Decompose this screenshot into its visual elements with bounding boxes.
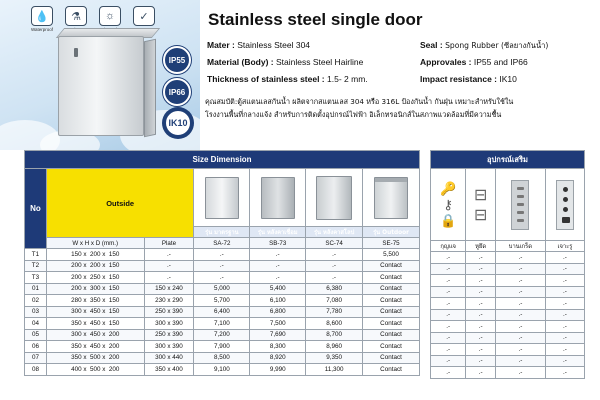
code-sc: SC-74: [306, 238, 363, 249]
plate-header: Plate: [144, 238, 194, 249]
row-price-sb: 7,690: [250, 329, 306, 341]
key-icon: 🔑 ⚷ 🔒: [440, 180, 457, 228]
feature-item: [26, 6, 58, 32]
accessory-cell: .-: [431, 275, 466, 287]
accessory-cell: .-: [431, 309, 466, 321]
row-price-se: 5,500: [363, 249, 420, 261]
row-dimension: 150 x 200 x 150: [46, 249, 144, 261]
accessory-cell: .-: [545, 286, 584, 298]
accessory-row: [431, 286, 585, 298]
accessory-cell: .-: [431, 286, 466, 298]
accessory-cell: .-: [545, 309, 584, 321]
accessory-cell: .-: [466, 367, 496, 379]
accessories-header: อุปกรณ์เสริม: [431, 151, 585, 169]
accessory-cell: .-: [466, 298, 496, 310]
accessory-cell: .-: [495, 332, 545, 344]
row-no: 06: [25, 341, 47, 353]
model-label-sa: รุ่น มาตรฐาน: [194, 227, 250, 238]
feature-label: Waterproof: [30, 27, 54, 32]
table-row: [25, 318, 420, 330]
table-row: [25, 329, 420, 341]
feature-icon: ☼: [99, 6, 121, 26]
row-price-sc: 9,350: [306, 352, 363, 364]
row-price-se: Contact: [363, 295, 420, 307]
row-plate: 350 x 400: [144, 364, 194, 376]
row-price-sb: 8,920: [250, 352, 306, 364]
accessory-row: [431, 321, 585, 333]
product-description: [205, 95, 595, 121]
row-no: T3: [25, 272, 47, 284]
accessory-cell: .-: [495, 367, 545, 379]
accessory-cell: .-: [431, 321, 466, 333]
accessory-row: [431, 252, 585, 264]
row-price-sa: .-: [194, 272, 250, 284]
table-row: [25, 295, 420, 307]
accessory-row: [431, 263, 585, 275]
no-header: No: [25, 169, 47, 249]
accessory-row: [431, 367, 585, 379]
row-no: T1: [25, 249, 47, 261]
accessory-row: [431, 298, 585, 310]
row-price-sa: .-: [194, 249, 250, 261]
row-dimension: 300 x 450 x 150: [46, 306, 144, 318]
table-row: [25, 249, 420, 261]
description-line-1: คุณสมบัติ:ตู้สแตนเลสกันน้ำ ผลิตจากสแตนเลส 304 หรือ 316L ป้องกันน้ำ กันฝุ่น เหมาะสำหรับใช้ใน: [205, 97, 514, 106]
accessory-cell: .-: [495, 344, 545, 356]
table-row: [25, 272, 420, 284]
row-price-sb: .-: [250, 249, 306, 261]
accessory-cell: .-: [495, 286, 545, 298]
row-price-sa: 8,500: [194, 352, 250, 364]
row-price-se: Contact: [363, 306, 420, 318]
row-price-se: Contact: [363, 341, 420, 353]
feature-icon: 💧: [31, 6, 53, 26]
ip66-badge-icon: IP66: [163, 78, 191, 106]
accessory-cell: .-: [545, 332, 584, 344]
row-plate: 300 x 390: [144, 341, 194, 353]
accessory-cell: .-: [545, 298, 584, 310]
accessory-cell: .-: [495, 321, 545, 333]
ik10-badge-icon: IK10: [163, 108, 193, 138]
acc-label-bracket: หูยึด: [466, 241, 496, 252]
accessory-cell: .-: [466, 286, 496, 298]
accessory-cell: .-: [431, 298, 466, 310]
hole-plate-icon: [556, 180, 574, 230]
row-price-sb: 9,990: [250, 364, 306, 376]
accessory-cell: .-: [495, 309, 545, 321]
table-row: [25, 260, 420, 272]
row-price-sc: 8,700: [306, 329, 363, 341]
acc-label-hole: เจาะรู: [545, 241, 584, 252]
accessory-cell: .-: [431, 252, 466, 264]
row-price-sc: 7,780: [306, 306, 363, 318]
row-price-sb: .-: [250, 272, 306, 284]
spec-seal: Seal : Spong Rubber (ซีลยางกันน้ำ): [420, 40, 549, 50]
row-price-sc: 7,080: [306, 295, 363, 307]
feature-icon: ✓: [133, 6, 155, 26]
accessory-cell: .-: [431, 367, 466, 379]
accessory-row: [431, 275, 585, 287]
table-row: [25, 364, 420, 376]
row-plate: 250 x 390: [144, 306, 194, 318]
louver-icon: [511, 180, 529, 230]
row-price-sa: 5,000: [194, 283, 250, 295]
row-dimension: 300 x 450 x 200: [46, 329, 144, 341]
accessory-cell: .-: [466, 332, 496, 344]
row-dimension: 400 x 500 x 200: [46, 364, 144, 376]
row-price-sc: .-: [306, 272, 363, 284]
row-price-sc: 6,380: [306, 283, 363, 295]
row-price-se: Contact: [363, 283, 420, 295]
accessory-cell: .-: [495, 298, 545, 310]
accessories-table: [430, 150, 585, 379]
row-price-se: Contact: [363, 352, 420, 364]
row-no: 01: [25, 283, 47, 295]
row-price-sc: 11,300: [306, 364, 363, 376]
row-price-sb: 5,400: [250, 283, 306, 295]
accessory-cell: .-: [545, 252, 584, 264]
description-line-2: โรงงานพื้นที่กลางแจ้ง สำหรับการติดตั้งอุปกรณ์ไฟฟ้า อิเล็กทรอนิกส์ในสภาพแวดล้อมที่มีความชื้น: [205, 110, 502, 119]
row-price-se: Contact: [363, 364, 420, 376]
table-row: [25, 341, 420, 353]
row-price-sa: 7,100: [194, 318, 250, 330]
model-image-sa: [194, 169, 250, 227]
key-lock-image: [431, 169, 466, 241]
row-plate: 230 x 290: [144, 295, 194, 307]
model-image-sc: [306, 169, 363, 227]
row-price-sa: .-: [194, 260, 250, 272]
lock-icon: [74, 48, 78, 57]
cabinet-side: [144, 39, 156, 138]
accessory-cell: .-: [495, 275, 545, 287]
row-price-sc: .-: [306, 260, 363, 272]
row-no: 04: [25, 318, 47, 330]
accessory-cell: .-: [545, 263, 584, 275]
cabinet-illustration: [58, 36, 144, 136]
accessory-row: [431, 355, 585, 367]
row-plate: .-: [144, 272, 194, 284]
table-row: [25, 352, 420, 364]
row-plate: 300 x 390: [144, 318, 194, 330]
model-label-sc: รุ่น หลังคาสโลป: [306, 227, 363, 238]
accessory-row: [431, 309, 585, 321]
accessory-cell: .-: [466, 309, 496, 321]
accessory-row: [431, 344, 585, 356]
table-row: [25, 283, 420, 295]
bracket-image: [466, 169, 496, 241]
row-price-sb: .-: [250, 260, 306, 272]
table-row: [25, 306, 420, 318]
spec-thickness: Thickness of stainless steel : 1.5- 2 mm.: [207, 74, 368, 84]
row-price-se: Contact: [363, 272, 420, 284]
row-dimension: 280 x 350 x 150: [46, 295, 144, 307]
accessory-cell: .-: [466, 344, 496, 356]
row-price-sa: 9,100: [194, 364, 250, 376]
model-label-se: รุ่น Outdoor: [363, 227, 420, 238]
feature-icon: ⚗: [65, 6, 87, 26]
row-dimension: 200 x 200 x 150: [46, 260, 144, 272]
louver-image: [495, 169, 545, 241]
row-price-sb: 8,300: [250, 341, 306, 353]
row-price-sb: 6,800: [250, 306, 306, 318]
row-price-se: Contact: [363, 329, 420, 341]
row-price-sa: 5,700: [194, 295, 250, 307]
code-sb: SB-73: [250, 238, 306, 249]
size-dimension-table: [24, 150, 420, 376]
model-label-sb: รุ่น หลังคาเชื่อม: [250, 227, 306, 238]
accessory-cell: .-: [495, 355, 545, 367]
row-price-se: Contact: [363, 318, 420, 330]
row-no: 05: [25, 329, 47, 341]
spec-approvals: Approvales : IP55 and IP66: [420, 57, 528, 67]
row-no: T2: [25, 260, 47, 272]
row-plate: 150 x 240: [144, 283, 194, 295]
accessory-cell: .-: [466, 355, 496, 367]
accessory-cell: .-: [466, 321, 496, 333]
ip55-badge-icon: IP55: [163, 46, 191, 74]
accessory-cell: .-: [545, 355, 584, 367]
row-price-sa: 6,400: [194, 306, 250, 318]
row-price-sa: 7,200: [194, 329, 250, 341]
row-no: 07: [25, 352, 47, 364]
accessory-cell: .-: [466, 275, 496, 287]
acc-label-louver: บานเกร็ด: [495, 241, 545, 252]
row-plate: 300 x 440: [144, 352, 194, 364]
page-title: Stainless steel single door: [208, 10, 423, 29]
product-image-area: [0, 0, 200, 150]
model-image-sb: [250, 169, 306, 227]
accessory-cell: .-: [466, 252, 496, 264]
row-dimension: 350 x 450 x 150: [46, 318, 144, 330]
accessory-cell: .-: [431, 332, 466, 344]
code-sa: SA-72: [194, 238, 250, 249]
row-plate: 250 x 390: [144, 329, 194, 341]
accessory-cell: .-: [431, 263, 466, 275]
whxd-header: W x H x D (mm.): [46, 238, 144, 249]
row-dimension: 200 x 250 x 150: [46, 272, 144, 284]
row-price-sc: 8,960: [306, 341, 363, 353]
accessory-cell: .-: [431, 355, 466, 367]
row-price-sb: 7,500: [250, 318, 306, 330]
row-dimension: 350 x 500 x 200: [46, 352, 144, 364]
size-dimension-header: Size Dimension: [25, 151, 420, 169]
row-price-sc: .-: [306, 249, 363, 261]
acc-label-key: กุญแจ: [431, 241, 466, 252]
row-price-sa: 7,900: [194, 341, 250, 353]
accessory-cell: .-: [466, 263, 496, 275]
row-no: 03: [25, 306, 47, 318]
row-dimension: 350 x 450 x 200: [46, 341, 144, 353]
row-no: 02: [25, 295, 47, 307]
accessory-cell: .-: [431, 344, 466, 356]
product-hero: [0, 0, 600, 150]
row-plate: .-: [144, 260, 194, 272]
spec-impact: Impact resistance : IK10: [420, 74, 517, 84]
row-price-sb: 6,100: [250, 295, 306, 307]
accessory-cell: .-: [545, 275, 584, 287]
model-image-se: [363, 169, 420, 227]
hole-image: [545, 169, 584, 241]
accessory-cell: .-: [545, 367, 584, 379]
outside-header: Outside: [46, 169, 193, 238]
row-no: 08: [25, 364, 47, 376]
accessory-cell: .-: [495, 263, 545, 275]
accessory-row: [431, 332, 585, 344]
accessory-cell: .-: [545, 321, 584, 333]
bracket-icon: ⊟ ⊟: [473, 186, 488, 224]
spec-body: Material (Body) : Stainless Steel Hairline: [207, 57, 364, 67]
row-price-sc: 8,600: [306, 318, 363, 330]
code-se: SE-75: [363, 238, 420, 249]
accessory-cell: .-: [545, 344, 584, 356]
row-plate: .-: [144, 249, 194, 261]
row-price-se: Contact: [363, 260, 420, 272]
accessory-cell: .-: [495, 252, 545, 264]
spec-mater: Mater : Stainless Steel 304: [207, 40, 311, 50]
row-dimension: 200 x 300 x 150: [46, 283, 144, 295]
